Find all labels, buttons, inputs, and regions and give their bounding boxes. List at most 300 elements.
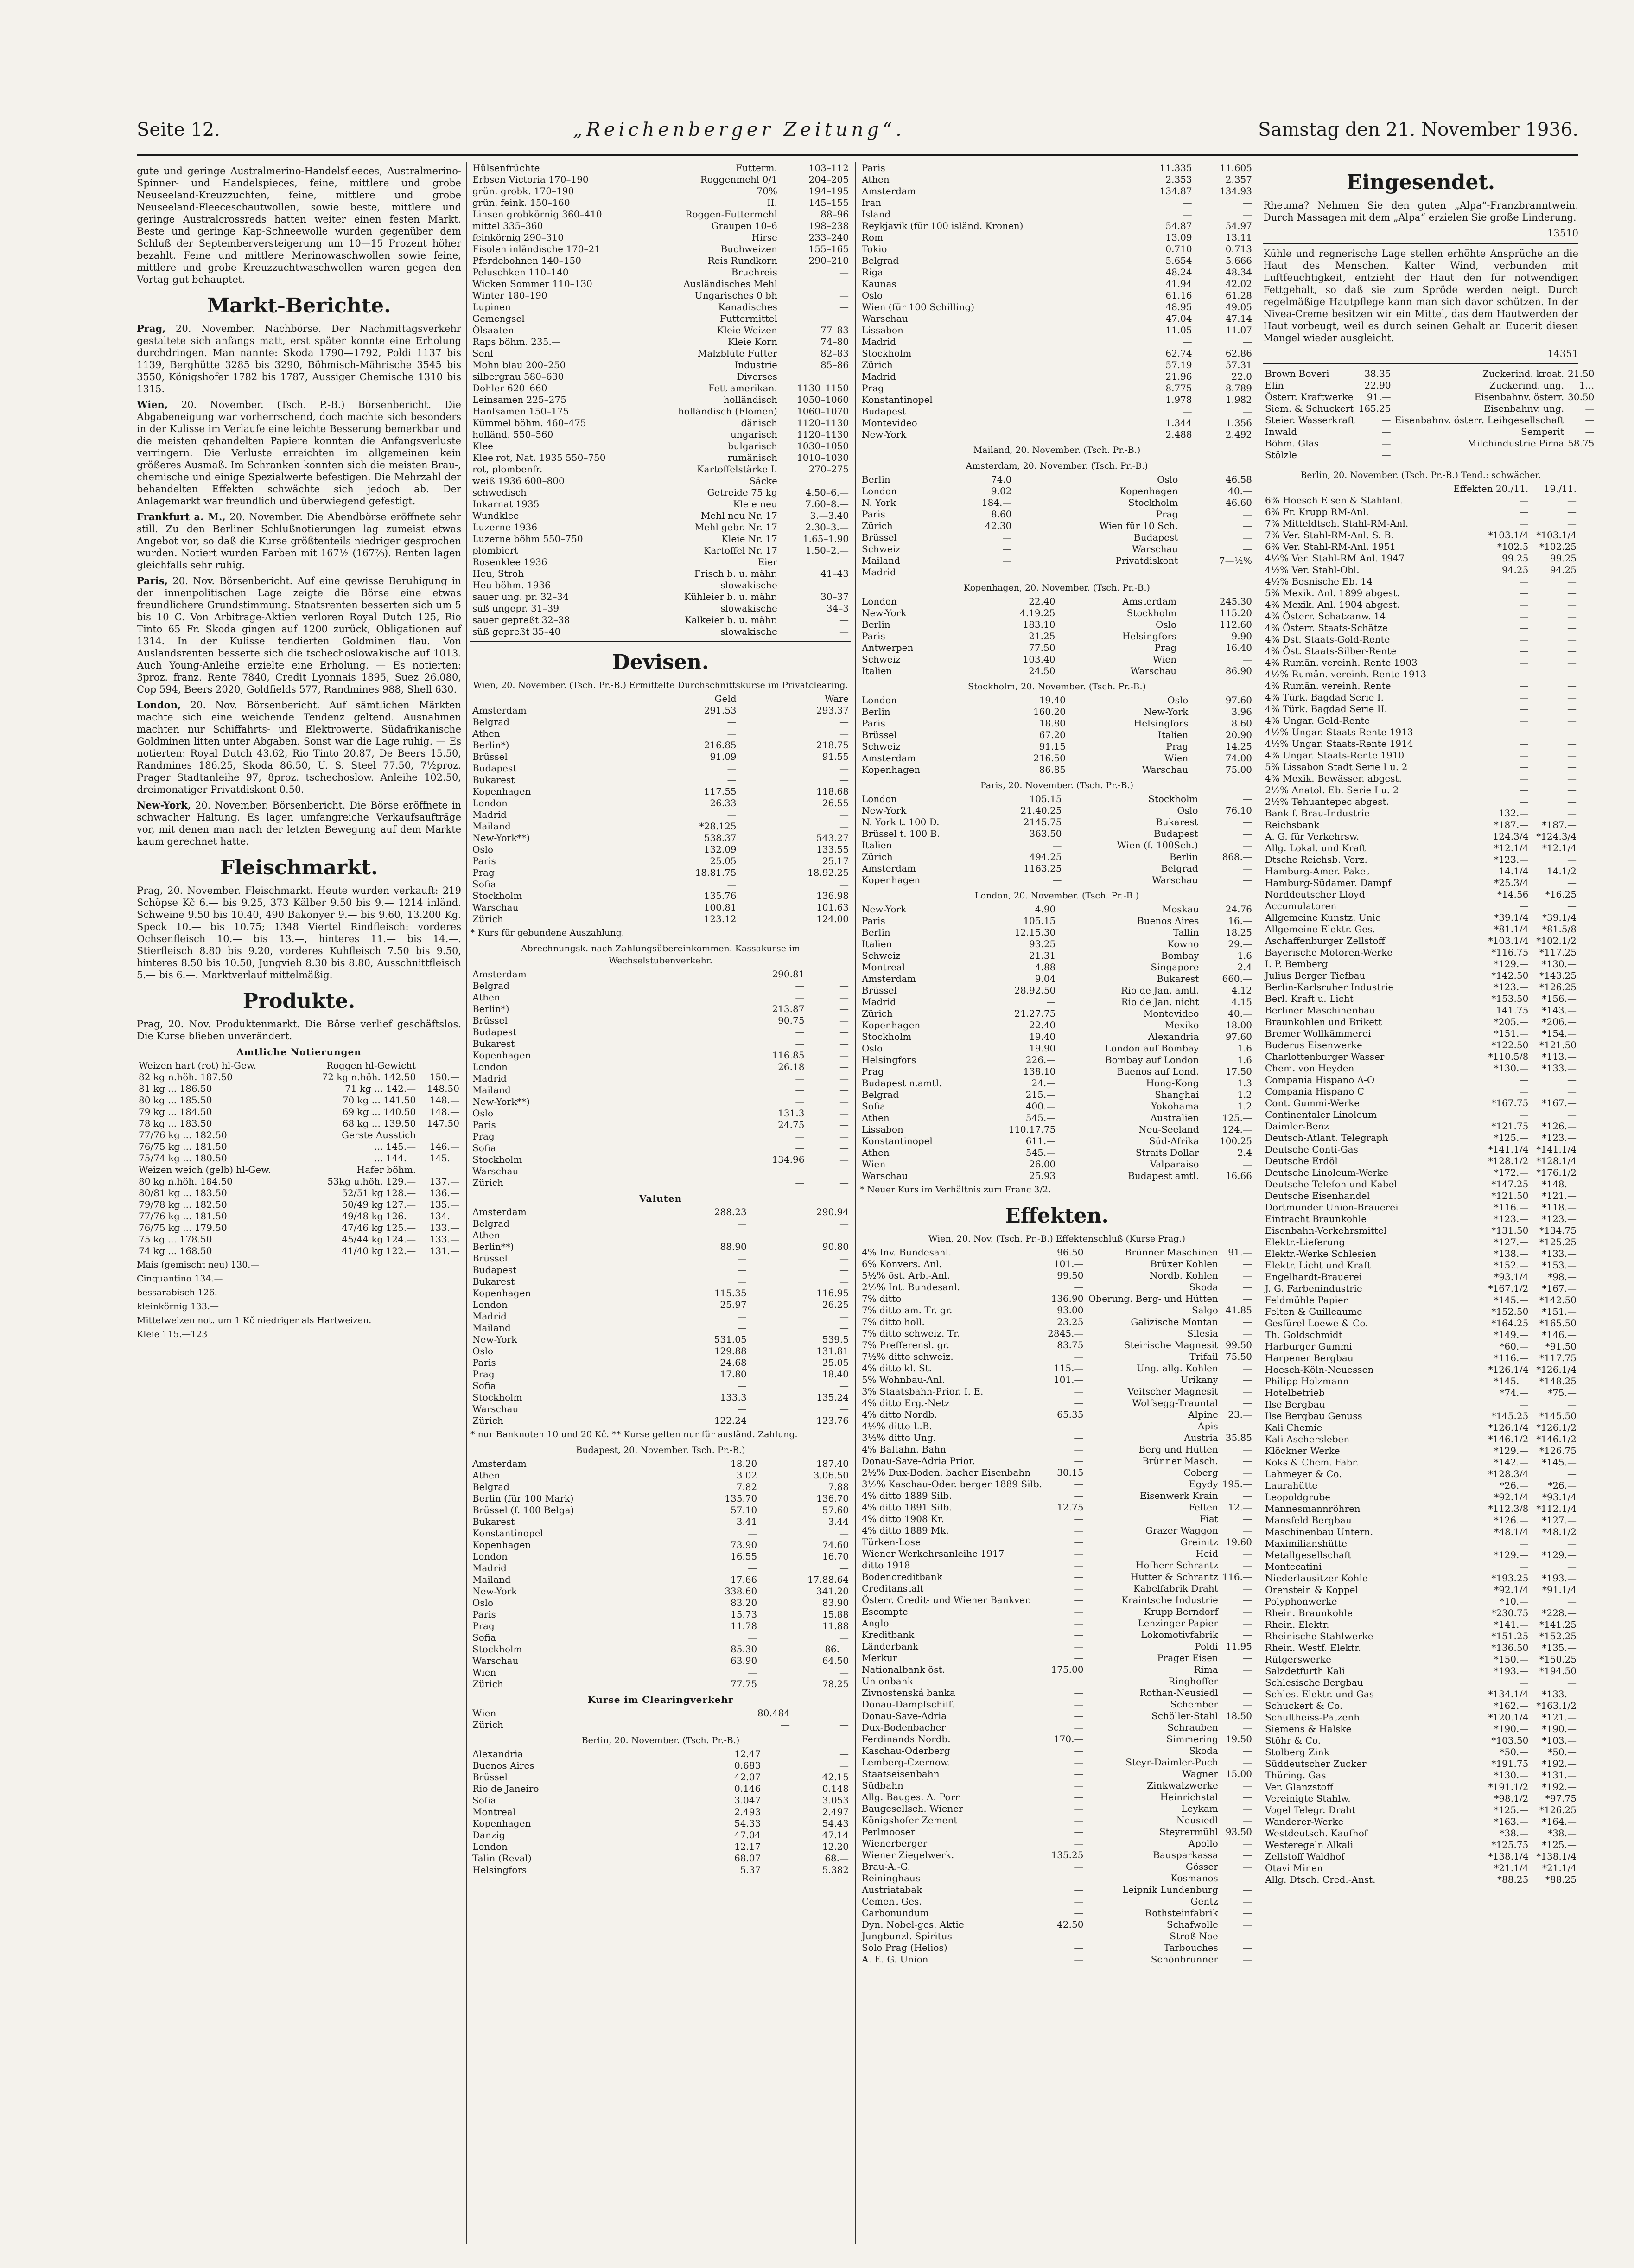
- table-cell: —: [1567, 750, 1577, 761]
- table-cell: Oslo: [1177, 805, 1198, 816]
- table-cell: —: [1074, 1351, 1084, 1362]
- table-cell: 545.—: [1025, 1112, 1056, 1123]
- table-cell: 47.14: [822, 1829, 849, 1841]
- table-cell: Amsterdam: [862, 185, 916, 197]
- table-cell: Lupinen: [472, 301, 511, 312]
- table-cell: Brüssel: [472, 1771, 508, 1783]
- grain-note: Cinquantino 134.—: [137, 1274, 223, 1284]
- table-cell: Bruchreis: [731, 267, 777, 278]
- table-row: [470, 1230, 851, 1241]
- table-row: [1263, 1851, 1578, 1862]
- table-cell: Stockholm: [862, 348, 912, 359]
- table-row: [860, 904, 1254, 915]
- table-cell: —: [839, 1276, 849, 1287]
- table-row: [860, 1583, 1254, 1594]
- table-row: [860, 1502, 1254, 1513]
- table-cell: Graupen 10–6: [711, 220, 777, 231]
- table-cell: Berlin: [862, 706, 890, 717]
- table-cell: Inwald: [1265, 426, 1297, 437]
- table-row: [1263, 426, 1596, 438]
- table-cell: 4% ditto Nordb.: [862, 1409, 937, 1420]
- table-cell: *142.50: [1539, 1294, 1577, 1306]
- table-cell: Rima: [1194, 1664, 1218, 1675]
- table-cell: Elektr. Licht und Kraft: [1265, 1260, 1371, 1271]
- table-cell: *50.—: [1548, 1746, 1577, 1758]
- table-cell: *123.—: [1542, 1132, 1577, 1143]
- table-cell: 91.—: [1228, 1247, 1252, 1258]
- table-row: [470, 809, 851, 821]
- meat-market-report: Prag, 20. November. Fleischmarkt. Heute wurden verkauft: 219 Schöpse Kč 6.— bis 9.25, 373 Kälber 9.50 bis 9.— 1214 inländ. Schweine 9.50 bis 10.40, 490 Bakonyer 9.— bis 9.60, 13.200 Kg. Speck 10.— bis 10.75; 1348 Viertel Rindfleisch: vorderes Ochsenfleisch 10.— bis 13.—, hinteres 11.— bis 14.—. Stierfleisch 8.80 bis 9.20, vorderes Kuhfleisch 7.50 bis 9.50, hinteres 8.50 bis 10.50, Jungvieh 8.30 bis 8.80, Ausschnittfleisch 5.— bis 6.—. Marktverlauf mittelmäßig.: [137, 885, 461, 981]
- column-divider: [466, 162, 467, 2244]
- table-row: [1263, 1202, 1578, 1213]
- table-cell: Italien: [862, 665, 892, 676]
- table-cell: *102.25: [1539, 541, 1577, 552]
- table-cell: Wundklee: [472, 510, 519, 521]
- table-row: [860, 1664, 1254, 1676]
- table-row: [860, 209, 1254, 220]
- table-cell: Madrid: [862, 336, 896, 347]
- table-cell: Cont. Gummi-Werke: [1265, 1097, 1360, 1109]
- table-cell: 24.75: [778, 1119, 805, 1130]
- table-row: [860, 1124, 1254, 1135]
- table-cell: 69 kg ... 140.50: [342, 1106, 416, 1117]
- table-row: [1263, 970, 1578, 981]
- table-cell: *136.50: [1491, 1642, 1529, 1653]
- table-cell: 64.50: [822, 1655, 849, 1666]
- table-cell: 539.5: [822, 1334, 849, 1345]
- table-cell: 7—½%: [1219, 555, 1252, 566]
- table-row: [860, 1455, 1254, 1467]
- table-cell: Prag: [862, 382, 884, 394]
- table-cell: *28.125: [699, 821, 737, 832]
- table-cell: —: [1585, 414, 1595, 426]
- table-cell: Buchweizen: [720, 243, 777, 255]
- table-cell: 88–96: [820, 209, 849, 220]
- table-cell: Berlin**): [472, 1241, 514, 1252]
- table-cell: —: [839, 728, 849, 739]
- table-cell: 18.00: [1225, 1019, 1252, 1031]
- table-cell: 13.09: [1165, 232, 1192, 243]
- table-cell: 7% Mitteldtsch. Stahl-RM-Anl.: [1265, 518, 1409, 529]
- notierungen-heading: Amtliche Notierungen: [236, 1046, 362, 1058]
- table-row: [860, 485, 1254, 497]
- table-row: [860, 1339, 1254, 1351]
- col-header: Ware: [824, 693, 849, 704]
- table-cell: 6% Konvers. Anl.: [862, 1258, 942, 1269]
- table-cell: —: [1243, 1293, 1252, 1304]
- table-cell: Harburger Gummi: [1265, 1341, 1352, 1352]
- table-cell: 77.50: [1029, 642, 1055, 653]
- table-cell: *126.1/4: [1488, 1364, 1529, 1375]
- table-cell: *128.3/4: [1488, 1468, 1529, 1479]
- table-cell: —: [839, 716, 849, 727]
- table-cell: 18.50: [1225, 1710, 1252, 1721]
- table-cell: Stroß Noe: [1170, 1930, 1218, 1942]
- table-cell: Sofia: [472, 1795, 496, 1806]
- table-cell: *167.—: [1542, 1283, 1577, 1294]
- table-cell: Donau-Save-Adria: [862, 1710, 947, 1721]
- table-cell: Allg. Lokal. und Kraft: [1265, 842, 1367, 854]
- table-cell: 3.053: [822, 1795, 849, 1806]
- table-cell: *133.—: [1542, 1063, 1577, 1074]
- column-3: [860, 162, 1254, 2244]
- table-row: [860, 596, 1254, 607]
- table-cell: —: [839, 1403, 849, 1414]
- table-cell: *26.—: [1500, 1480, 1529, 1491]
- table-cell: 5.382: [822, 1864, 849, 1875]
- table-cell: —: [1519, 796, 1529, 807]
- table-cell: Zellstoff Waldhof: [1265, 1851, 1345, 1862]
- table-row: [470, 705, 851, 716]
- table-cell: 94.25: [1502, 564, 1529, 575]
- table-row: [1263, 715, 1578, 726]
- table-cell: *123.—: [1494, 854, 1529, 865]
- table-row: [470, 1061, 851, 1073]
- table-cell: 1…: [1579, 380, 1595, 391]
- table-cell: 57.31: [1225, 359, 1252, 370]
- table-cell: Stockholm: [472, 1644, 522, 1655]
- table-cell: —: [795, 1073, 805, 1084]
- table-cell: Milchindustrie Pirna: [1467, 438, 1564, 449]
- table-cell: 101.—: [1053, 1374, 1084, 1385]
- table-cell: —: [1243, 1618, 1252, 1629]
- table-cell: Zürich: [862, 851, 893, 862]
- table-cell: Belgrad: [862, 1089, 899, 1100]
- table-cell: Berlin*): [472, 1003, 509, 1014]
- table-cell: Brünner Maschinen: [1125, 1247, 1218, 1258]
- table-cell: —: [1243, 1861, 1252, 1872]
- table-cell: Allgemeine Elektr. Ges.: [1265, 924, 1375, 935]
- table-cell: *125.25: [1539, 1236, 1577, 1248]
- table-row: [1263, 1700, 1578, 1712]
- table-cell: Mohn blau 200–250: [472, 359, 566, 370]
- market-report: [137, 511, 461, 571]
- table-cell: —: [1585, 403, 1595, 414]
- table-row: [470, 1632, 851, 1644]
- table-cell: Otavi Minen: [1265, 1862, 1323, 1873]
- table-cell: —: [1243, 1455, 1252, 1466]
- table-cell: Baugesellsch. Wiener: [862, 1803, 963, 1814]
- table-cell: 194–195: [808, 185, 849, 197]
- table-row: [1263, 1526, 1578, 1538]
- table-cell: *121.75: [1491, 1121, 1529, 1132]
- table-row: [470, 786, 851, 797]
- table-cell: Paris: [472, 1119, 496, 1130]
- kopenhagen-heading: Kopenhagen, 20. November. (Tsch. Pr.-B.): [964, 583, 1150, 593]
- table-cell: Brau-A.-G.: [862, 1861, 910, 1872]
- table-cell: —: [839, 1748, 849, 1759]
- table-row: [860, 162, 1254, 174]
- table-cell: Continentaler Linoleum: [1265, 1109, 1377, 1120]
- table-cell: 80/81 kg ... 183.50: [139, 1187, 227, 1198]
- table-cell: Schafwolle: [1166, 1919, 1218, 1930]
- table-row: [470, 1771, 851, 1783]
- table-cell: Ungarisches 0 bh: [694, 290, 777, 301]
- table-cell: —: [839, 1218, 849, 1229]
- table-cell: sauer gepreßt 32–38: [472, 614, 570, 625]
- table-cell: Solo Prag (Helios): [862, 1942, 947, 1953]
- table-cell: 2.488: [1165, 429, 1192, 440]
- table-cell: Oslo: [1167, 694, 1189, 706]
- table-row: [470, 220, 851, 232]
- table-row: [470, 1667, 851, 1678]
- table-cell: Madrid: [472, 1073, 507, 1084]
- section-heading-effekten: Effekten.: [1005, 1204, 1109, 1228]
- table-row: [860, 1316, 1254, 1328]
- table-cell: 22.0: [1231, 371, 1252, 382]
- table-cell: 125.—: [1222, 1112, 1252, 1123]
- table-cell: Brüxer Kohlen: [1150, 1258, 1218, 1269]
- table-cell: *138.1/4: [1488, 1851, 1529, 1862]
- valuten-heading: Valuten: [639, 1193, 682, 1204]
- table-cell: 76/75 kg ... 181.50: [139, 1141, 227, 1152]
- table-row: [470, 429, 851, 440]
- table-cell: 61.28: [1225, 290, 1252, 301]
- table-cell: Laurahütte: [1265, 1480, 1318, 1491]
- stockholm-table: [860, 694, 1254, 776]
- table-cell: *120.1/4: [1488, 1712, 1529, 1723]
- market-report: [137, 799, 461, 847]
- table-cell: —: [1183, 406, 1192, 417]
- table-cell: Donau-Save-Adria Prior.: [862, 1455, 975, 1466]
- table-cell: —: [737, 1311, 747, 1322]
- table-cell: [779, 278, 851, 290]
- table-cell: Helsingfors: [1122, 631, 1177, 642]
- table-cell: —: [1052, 840, 1062, 851]
- table-cell: 1163.25: [1023, 863, 1062, 874]
- table-cell: Montevideo: [1143, 1008, 1199, 1019]
- table-cell: —: [839, 879, 849, 890]
- table-cell: Kopenhagen: [862, 764, 921, 775]
- table-cell: *103.1/4: [1536, 529, 1577, 541]
- table-cell: 74.0: [991, 474, 1012, 485]
- table-cell: 170.—: [1053, 1733, 1084, 1745]
- table-cell: 290–210: [808, 255, 849, 266]
- table-cell: 42.30: [985, 520, 1012, 531]
- table-cell: —: [1519, 703, 1529, 714]
- table-cell: —: [839, 1719, 849, 1730]
- table-cell: Eintracht Braunkohle: [1265, 1213, 1367, 1224]
- report-text: 20. Nov. Börsenbericht. Auf sämtlichen Märkten machte sich eine weichende Tendenz geltend. Ausnahmen machten nur Schiffahrts- und Elektrowerte. Südafrikanische Goldminen litten unter Abgaben. Sonst war die Lage ruhig. — Es notierten: Royal Dutch 43.62, Rio Tinto 20.87, De Beers 15.50, Randmines 186.25, Skoda 86.50, U. S. Steel 77.50, 7½proz. Prager Stadtanleihe 97, 8proz. tschechoslow. Anleihe 102.50, dreimonatiger Privatdiskont 0.50.: [137, 700, 461, 795]
- table-cell: —: [1074, 1478, 1084, 1490]
- table-cell: 198–238: [808, 220, 849, 231]
- table-cell: Zürich: [472, 1177, 503, 1188]
- table-cell: *162.—: [1494, 1700, 1529, 1711]
- table-row: [1263, 587, 1578, 599]
- table-row: [860, 267, 1254, 278]
- table-cell: 4% Dst. Staats-Gold-Rente: [1265, 634, 1390, 645]
- market-report: [137, 399, 461, 507]
- table-cell: Warschau: [472, 1166, 519, 1177]
- table-cell: Montreal: [862, 962, 905, 973]
- table-cell: 26.33: [710, 797, 737, 809]
- table-cell: —: [1567, 657, 1577, 668]
- table-row: [860, 1652, 1254, 1664]
- table-cell: 122.24: [714, 1415, 747, 1426]
- table-cell: 4% Türk. Bagdad Serie I.: [1265, 692, 1384, 703]
- table-cell: —: [1519, 1677, 1529, 1688]
- table-cell: 8.789: [1225, 382, 1252, 394]
- table-row: [470, 1015, 851, 1026]
- table-cell: *153.—: [1542, 1260, 1577, 1271]
- table-cell: Zürich: [862, 520, 893, 531]
- table-row: [470, 1119, 851, 1131]
- table-cell: 90.75: [778, 1015, 805, 1026]
- table-cell: 41.85: [1225, 1305, 1252, 1316]
- table-cell: —: [839, 1131, 849, 1142]
- table-row: [1263, 541, 1578, 553]
- paris-heading: Paris, 20. November. (Tsch. Pr.-B.): [980, 780, 1134, 790]
- table-row: [1263, 1074, 1578, 1086]
- table-cell: Leykam: [1181, 1803, 1218, 1814]
- table-cell: 50/49 kg 127.—: [342, 1199, 416, 1210]
- table-cell: 46.58: [1225, 474, 1252, 485]
- table-cell: 12.75: [1057, 1502, 1084, 1513]
- table-cell: 660.—: [1222, 973, 1252, 984]
- table-cell: *81.1/4: [1494, 924, 1529, 935]
- table-cell: Prag: [472, 1131, 495, 1142]
- table-cell: 7% ditto: [862, 1293, 902, 1304]
- table-cell: —: [781, 1719, 790, 1730]
- table-cell: *130.—: [1494, 1770, 1529, 1781]
- table-cell: 4.15: [1231, 996, 1252, 1007]
- table-cell: *141.—: [1494, 1619, 1529, 1630]
- table-cell: Austriatabak: [862, 1884, 922, 1895]
- table-cell: 12.17: [734, 1841, 761, 1852]
- table-cell: —: [1567, 669, 1577, 680]
- table-row: [860, 752, 1254, 764]
- table-cell: 165.25: [1358, 403, 1391, 414]
- table-cell: 96.50: [1057, 1247, 1084, 1258]
- table-cell: —: [795, 1026, 805, 1038]
- table-cell: Iran: [862, 197, 882, 208]
- table-cell: 215.—: [1025, 1089, 1056, 1100]
- produce-report: Prag, 20. Nov. Produktenmarkt. Die Börse verlief geschäftslos. Die Kurse blieben unverändert.: [137, 1019, 461, 1042]
- table-cell: 5.666: [1225, 255, 1252, 266]
- table-cell: 4.50–6.—: [805, 487, 849, 498]
- table-cell: *103.1/4: [1488, 529, 1529, 541]
- table-cell: Niederlausitzer Kohle: [1265, 1573, 1368, 1584]
- table-cell: 11.605: [1220, 162, 1252, 173]
- table-cell: —: [795, 1142, 805, 1153]
- table-cell: 4% ditto Erg.-Netz: [862, 1397, 950, 1408]
- table-cell: 79 kg ... 184.50: [139, 1106, 212, 1117]
- table-row: [1263, 900, 1578, 912]
- table-row: [1263, 912, 1578, 924]
- table-row: [860, 619, 1254, 631]
- table-cell: 4.12: [1231, 985, 1252, 996]
- table-row: [470, 1218, 851, 1230]
- table-cell: Stockholm: [472, 890, 522, 901]
- table-cell: —: [839, 1311, 849, 1322]
- table-cell: 129.88: [714, 1345, 747, 1357]
- kopenhagen-table: [860, 596, 1254, 677]
- table-cell: —: [1567, 784, 1577, 796]
- table-cell: 40.—: [1228, 485, 1252, 497]
- table-row: [1263, 877, 1578, 889]
- table-cell: Merkur: [862, 1652, 897, 1663]
- table-cell: 145–155: [808, 197, 849, 208]
- table-cell: 77–83: [820, 325, 849, 336]
- table-cell: Türken-Lose: [862, 1536, 921, 1548]
- table-cell: 21.50: [1568, 368, 1595, 379]
- table-cell: Eier: [757, 556, 777, 567]
- table-cell: 115.—: [1053, 1363, 1084, 1374]
- table-row: [137, 1234, 461, 1245]
- table-cell: 41/40 kg 122.—: [342, 1245, 416, 1256]
- table-cell: *125.75: [1491, 1839, 1529, 1850]
- table-cell: Amsterdam: [862, 973, 916, 984]
- table-cell: Gösser: [1185, 1861, 1218, 1872]
- table-cell: 26.00: [1029, 1159, 1056, 1170]
- table-cell: —: [1519, 1074, 1529, 1085]
- table-cell: —: [1567, 622, 1577, 633]
- table-cell: 80.484: [757, 1707, 790, 1719]
- table-cell: Skoda: [1189, 1745, 1218, 1756]
- table-cell: Compania Hispano A-O: [1265, 1074, 1375, 1085]
- table-cell: 187.40: [816, 1458, 849, 1469]
- table-cell: Winter 180–190: [472, 290, 547, 301]
- table-cell: Klee rot, Nat. 1935 550–750: [472, 452, 606, 463]
- table-cell: 195.—: [1222, 1478, 1252, 1490]
- table-row: [1263, 1862, 1578, 1874]
- table-cell: 57.19: [1165, 359, 1192, 370]
- table-row: [470, 797, 851, 809]
- table-cell: 288.23: [714, 1206, 747, 1217]
- table-cell: —: [1074, 1803, 1084, 1814]
- table-cell: Steier. Wasserkraft: [1265, 414, 1355, 426]
- table-row: [860, 1861, 1254, 1873]
- table-cell: *125.—: [1542, 1839, 1577, 1850]
- budapest-heading: Budapest, 20. November. Tsch. Pr.-B.): [576, 1445, 745, 1455]
- table-cell: 61.16: [1165, 290, 1192, 301]
- table-cell: Budapest n.amtl.: [862, 1077, 942, 1089]
- table-cell: *122.50: [1491, 1039, 1529, 1051]
- table-cell: —: [1243, 1606, 1252, 1617]
- table-cell: grün. grobk. 170–190: [472, 185, 574, 197]
- table-cell: —: [1074, 1907, 1084, 1918]
- table-row: [470, 1562, 851, 1574]
- table-cell: 1060–1070: [797, 406, 849, 417]
- table-cell: Mansfeld Bergbau: [1265, 1515, 1352, 1526]
- table-cell: 15.00: [1225, 1768, 1252, 1779]
- table-cell: Straits Dollar: [1135, 1147, 1199, 1158]
- table-cell: 4% Österr. Schatzanw. 14: [1265, 611, 1386, 622]
- table-row: [1263, 1584, 1578, 1596]
- table-cell: Wicken Sommer 110–130: [472, 278, 592, 289]
- table-cell: Oslo: [472, 844, 494, 855]
- table-cell: —: [1243, 1942, 1252, 1953]
- issue-date: Samstag den 21. November 1936.: [1258, 119, 1578, 140]
- section-heading-devisen: Devisen.: [612, 650, 709, 674]
- table-cell: 110.17.75: [1008, 1124, 1056, 1135]
- table-cell: *92.1/4: [1494, 1584, 1529, 1595]
- table-cell: Mehl gebr. Nr. 17: [694, 522, 777, 533]
- table-cell: 19.50: [1225, 1733, 1252, 1745]
- table-row: [1263, 1781, 1578, 1793]
- table-cell: 74.00: [1225, 752, 1252, 764]
- table-cell: Reichsbank: [1265, 819, 1320, 830]
- table-row: [860, 1386, 1254, 1397]
- table-cell: Sofia: [472, 1142, 496, 1153]
- table-row: [860, 1409, 1254, 1421]
- table-cell: *191.1/2: [1488, 1781, 1529, 1792]
- table-cell: —: [1074, 1826, 1084, 1837]
- table-cell: Danzig: [472, 1829, 505, 1841]
- table-cell: 100.81: [704, 902, 737, 913]
- table-cell: 16.66: [1225, 1170, 1252, 1181]
- table-row: [470, 487, 851, 498]
